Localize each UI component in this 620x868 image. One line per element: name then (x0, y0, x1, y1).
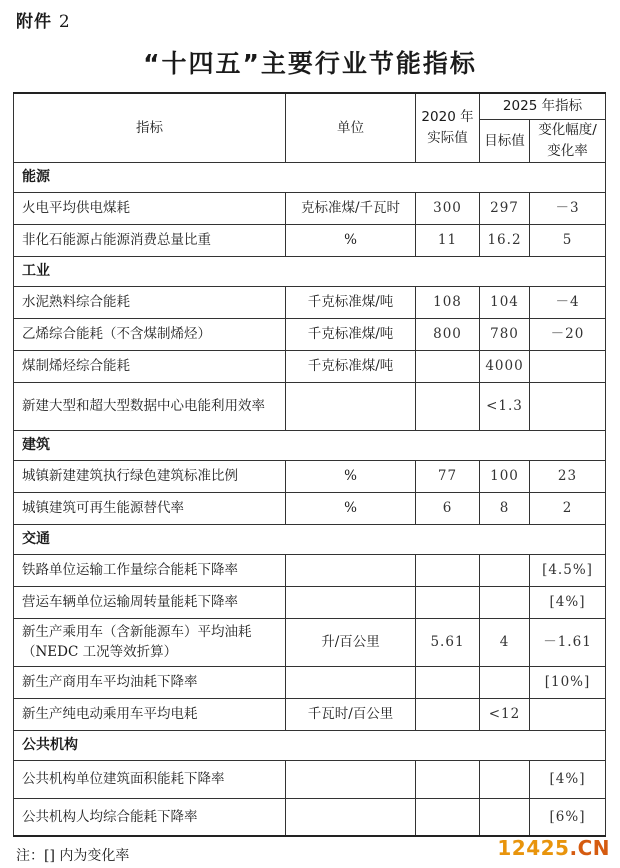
change-cell (530, 698, 606, 730)
unit-cell: 克标准煤/千瓦时 (286, 192, 416, 224)
table-row (14, 224, 606, 256)
attachment-label (16, 7, 71, 32)
table-row (14, 318, 606, 350)
attachment-number: 2 (58, 12, 71, 32)
actual-cell: 108 (416, 286, 480, 318)
indicator-cell: 公共机构单位建筑面积能耗下降率 (14, 760, 286, 798)
target-cell (480, 798, 530, 836)
actual-cell (416, 760, 480, 798)
table-body (14, 162, 606, 836)
category-row (14, 430, 606, 460)
header-actual-2020: 2020 年实际值 (416, 93, 480, 162)
table-row (14, 554, 606, 586)
indicator-cell: 新生产乘用车（含新能源车）平均油耗（NEDC 工况等效折算） (14, 618, 286, 666)
target-cell (480, 666, 530, 698)
indicator-cell: 新建大型和超大型数据中心电能利用效率 (14, 382, 286, 430)
actual-cell (416, 798, 480, 836)
header-unit: 单位 (286, 93, 416, 162)
indicator-table (13, 92, 606, 837)
change-cell: [4%] (530, 586, 606, 618)
unit-cell (286, 666, 416, 698)
page-title: “十四五”主要行业节能指标 (143, 49, 477, 78)
actual-cell: 11 (416, 224, 480, 256)
category-label: 建筑 (14, 430, 606, 460)
actual-cell: 6 (416, 492, 480, 524)
target-cell: 4 (480, 618, 530, 666)
target-cell (480, 586, 530, 618)
actual-cell (416, 382, 480, 430)
target-cell: <1.3 (480, 382, 530, 430)
header-target: 目标值 (480, 119, 530, 162)
table-row (14, 350, 606, 382)
table-row (14, 618, 606, 666)
change-cell: －3 (530, 192, 606, 224)
indicator-cell: 城镇新建建筑执行绿色建筑标准比例 (14, 460, 286, 492)
change-cell: －1.61 (530, 618, 606, 666)
unit-cell (286, 760, 416, 798)
target-cell: 8 (480, 492, 530, 524)
actual-cell (416, 698, 480, 730)
category-row (14, 162, 606, 192)
change-cell: －20 (530, 318, 606, 350)
change-cell: [4%] (530, 760, 606, 798)
target-cell (480, 760, 530, 798)
header-indicator: 指标 (14, 93, 286, 162)
table-row (14, 286, 606, 318)
indicator-cell: 乙烯综合能耗（不含煤制烯烃） (14, 318, 286, 350)
watermark-logo: 12425.CN (497, 836, 610, 860)
unit-cell (286, 382, 416, 430)
indicator-cell: 城镇建筑可再生能源替代率 (14, 492, 286, 524)
table-row (14, 798, 606, 836)
footnote: 注：[] 内为变化率 (16, 848, 130, 864)
indicator-cell: 水泥熟料综合能耗 (14, 286, 286, 318)
category-row (14, 524, 606, 554)
target-cell: 100 (480, 460, 530, 492)
target-cell: 4000 (480, 350, 530, 382)
actual-cell: 5.61 (416, 618, 480, 666)
change-cell: 23 (530, 460, 606, 492)
change-cell (530, 350, 606, 382)
change-cell: 2 (530, 492, 606, 524)
unit-cell (286, 554, 416, 586)
unit-cell (286, 798, 416, 836)
category-label: 能源 (14, 162, 606, 192)
change-cell (530, 382, 606, 430)
unit-cell: 千克标准煤/吨 (286, 318, 416, 350)
actual-cell: 77 (416, 460, 480, 492)
table-row (14, 192, 606, 224)
category-label: 工业 (14, 256, 606, 286)
change-cell: [6%] (530, 798, 606, 836)
unit-cell: 千瓦时/百公里 (286, 698, 416, 730)
indicator-cell: 非化石能源占能源消费总量比重 (14, 224, 286, 256)
indicator-cell: 营运车辆单位运输周转量能耗下降率 (14, 586, 286, 618)
table-row (14, 666, 606, 698)
unit-cell: % (286, 224, 416, 256)
change-cell: 5 (530, 224, 606, 256)
actual-cell: 300 (416, 192, 480, 224)
unit-cell: 千克标准煤/吨 (286, 286, 416, 318)
actual-cell (416, 554, 480, 586)
category-label: 公共机构 (14, 730, 606, 760)
table-row (14, 586, 606, 618)
indicator-cell: 新生产商用车平均油耗下降率 (14, 666, 286, 698)
header-target-group: 2025 年指标 (480, 93, 606, 119)
unit-cell (286, 586, 416, 618)
category-row (14, 256, 606, 286)
table-row (14, 760, 606, 798)
table-row (14, 698, 606, 730)
unit-cell: 升/百公里 (286, 618, 416, 666)
target-cell (480, 554, 530, 586)
unit-cell: 千克标准煤/吨 (286, 350, 416, 382)
change-cell: [10%] (530, 666, 606, 698)
target-cell: 16.2 (480, 224, 530, 256)
category-label: 交通 (14, 524, 606, 554)
change-cell: [4.5%] (530, 554, 606, 586)
actual-cell: 800 (416, 318, 480, 350)
indicator-cell: 火电平均供电煤耗 (14, 192, 286, 224)
target-cell: <12 (480, 698, 530, 730)
change-cell: －4 (530, 286, 606, 318)
actual-cell (416, 666, 480, 698)
actual-cell (416, 350, 480, 382)
actual-cell (416, 586, 480, 618)
header-change: 变化幅度/变化率 (530, 119, 606, 162)
indicator-cell: 煤制烯烃综合能耗 (14, 350, 286, 382)
table-row (14, 460, 606, 492)
table-row (14, 492, 606, 524)
unit-cell: % (286, 460, 416, 492)
indicator-cell: 新生产纯电动乘用车平均电耗 (14, 698, 286, 730)
indicator-cell: 公共机构人均综合能耗下降率 (14, 798, 286, 836)
category-row (14, 730, 606, 760)
target-cell: 780 (480, 318, 530, 350)
target-cell: 297 (480, 192, 530, 224)
table-row (14, 382, 606, 430)
attachment-text: 附件 (16, 12, 52, 32)
target-cell: 104 (480, 286, 530, 318)
indicator-cell: 铁路单位运输工作量综合能耗下降率 (14, 554, 286, 586)
unit-cell: % (286, 492, 416, 524)
